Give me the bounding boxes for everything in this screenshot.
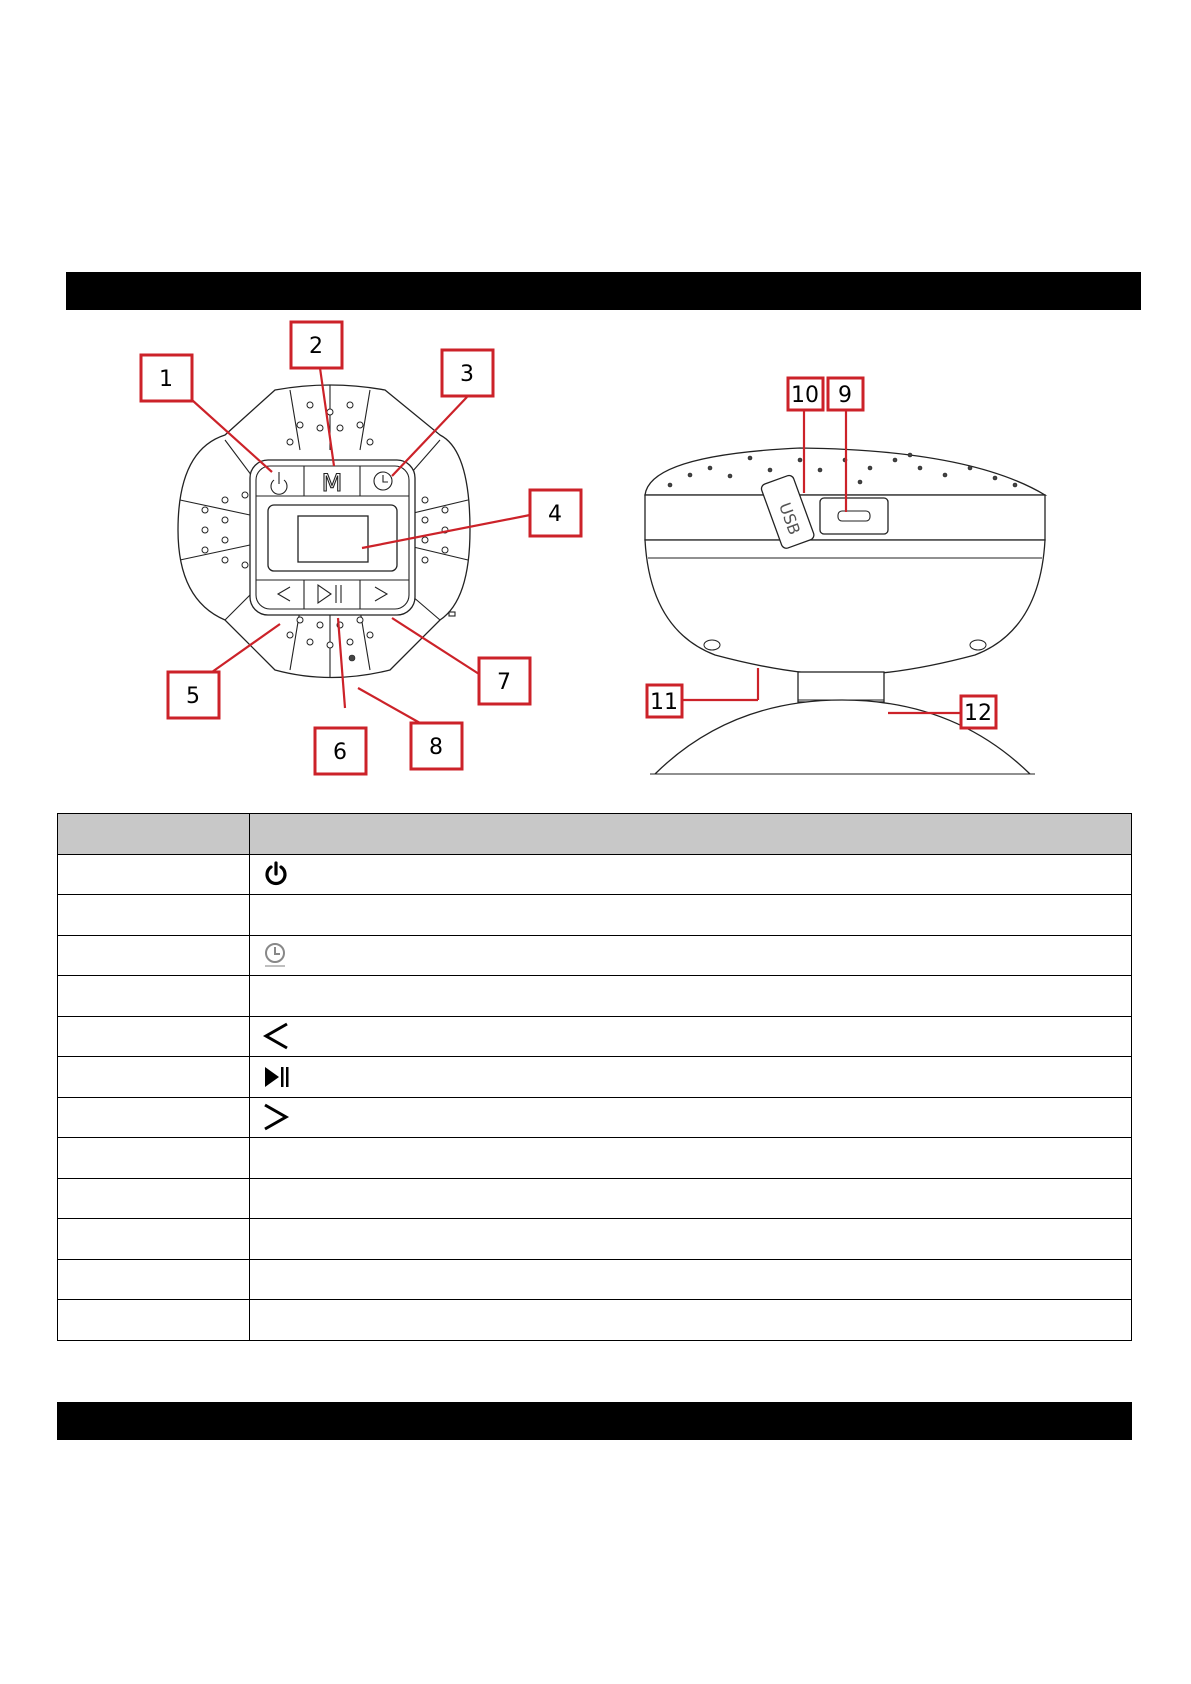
callout-2 [291,322,342,368]
suction-stem [798,672,884,702]
table-header-row [58,814,1132,855]
table-row [58,1300,1132,1341]
row-number [58,1259,250,1300]
usb-port-panel [820,498,888,534]
row-description [250,854,1132,895]
table-row [58,1219,1132,1260]
svg-text:1: 1 [159,367,173,392]
svg-text:9: 9 [838,383,852,408]
row-number [58,935,250,976]
svg-text:6: 6 [333,740,347,765]
next-icon [262,1102,290,1132]
row-description [250,1300,1132,1341]
table-row [58,1097,1132,1138]
callout-1 [141,355,192,401]
header-description [250,814,1132,855]
row-description [250,1178,1132,1219]
table-row [58,1016,1132,1057]
speaker-front-view [178,385,470,678]
svg-text:5: 5 [186,684,200,709]
callout-8 [411,723,462,769]
row-description [250,895,1132,936]
svg-text:10: 10 [791,383,819,408]
row-number [58,1300,250,1341]
row-description [250,1259,1132,1300]
table-row [58,1138,1132,1179]
callout-4 [530,490,581,536]
header-number [58,814,250,855]
table-row [58,895,1132,936]
svg-text:8: 8 [429,735,443,760]
svg-text:11: 11 [650,690,678,715]
row-number [58,1219,250,1260]
callout-5 [168,672,219,718]
row-description [250,1138,1132,1179]
play-pause-icon [262,1064,290,1090]
row-number [58,854,250,895]
table-row [58,854,1132,895]
callout-6 [315,728,366,774]
clock-icon [262,941,288,969]
table-row [58,976,1132,1017]
product-diagram [0,300,1191,780]
row-description [250,976,1132,1017]
row-number [58,1016,250,1057]
row-description [250,1016,1132,1057]
row-number [58,1097,250,1138]
mode-button-letter: M [321,469,343,497]
section-footer-band [57,1402,1132,1440]
callout-9 [828,378,863,410]
previous-icon [262,1021,290,1051]
callout-11 [647,685,682,717]
table-row [58,1259,1132,1300]
row-number [58,1057,250,1098]
callout-3 [442,350,493,396]
callout-10 [788,378,823,410]
parts-table [57,813,1132,1341]
row-number [58,976,250,1017]
svg-text:4: 4 [548,502,562,527]
power-icon [262,860,290,888]
table-row [58,1057,1132,1098]
svg-text:12: 12 [964,701,992,726]
svg-text:7: 7 [497,670,511,695]
led-indicator [349,655,355,661]
row-description [250,1219,1132,1260]
row-description [250,935,1132,976]
row-description [250,1057,1132,1098]
svg-text:3: 3 [460,362,474,387]
table-row [58,935,1132,976]
row-number [58,895,250,936]
table-row [58,1178,1132,1219]
callout-7 [479,658,530,704]
speaker-body [645,540,1045,675]
row-number [58,1138,250,1179]
usb-flap-label: USB [775,499,805,538]
callout-12 [961,696,996,728]
row-number [58,1178,250,1219]
row-description [250,1097,1132,1138]
lcd-screen [298,516,368,562]
svg-text:2: 2 [309,334,323,359]
